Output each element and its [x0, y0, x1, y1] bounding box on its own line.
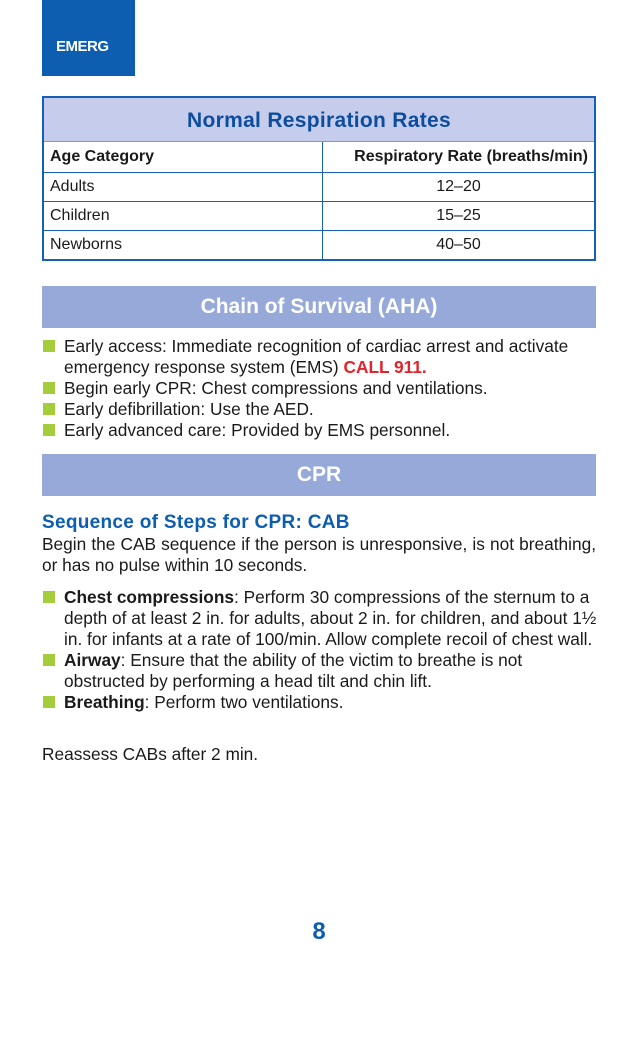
rate-cell: 15–25	[436, 207, 481, 224]
respiration-rates-table	[42, 96, 596, 261]
list-item	[42, 587, 602, 650]
list-item	[42, 378, 602, 399]
step-term: Airway	[64, 650, 121, 670]
bullet-square-icon	[43, 424, 55, 436]
list-item-text: Early access: Immediate recognition of cardiac arrest and activate emergency response system (EMS)	[64, 336, 569, 377]
bullet-square-icon	[43, 654, 55, 666]
list-item	[42, 420, 602, 441]
chain-of-survival-list	[42, 336, 602, 441]
step-term: Chest compressions	[64, 587, 234, 607]
step-text: : Perform 30 compressions of the sternum to a depth of at least 2 in. for adults, about 2 in. for children, and about 1½ in. for infants at a rate of 100/min. Allow complete recoil of chest wall.	[64, 587, 597, 649]
step-text: : Perform two ventilations.	[144, 692, 344, 712]
table-row	[44, 201, 594, 230]
step-term: Breathing	[64, 692, 145, 712]
bullet-square-icon	[43, 340, 55, 352]
bullet-square-icon	[43, 382, 55, 394]
step-text: : Ensure that the ability of the victim to breathe is not obstructed by performing a head tilt and chin lift.	[64, 650, 523, 691]
bullet-square-icon	[43, 591, 55, 603]
table-title: Normal Respiration Rates	[44, 98, 594, 141]
list-item-text: Early defibrillation: Use the AED.	[64, 399, 314, 419]
cpr-intro-text: Begin the CAB sequence if the person is unresponsive, is not breathing, or has no pulse within 10 seconds.	[42, 534, 596, 575]
call-911-emphasis: CALL 911.	[343, 357, 427, 377]
list-item-text: Begin early CPR: Chest compressions and ventilations.	[64, 378, 488, 398]
cpr-sequence-subheading: Sequence of Steps for CPR: CAB	[42, 512, 350, 533]
table-header-row	[44, 141, 594, 172]
list-item	[42, 399, 602, 420]
list-item	[42, 336, 602, 378]
section-tab-label: EMERG	[56, 38, 109, 55]
column-header-rate: Respiratory Rate (breaths/min)	[354, 148, 588, 165]
reassess-note: Reassess CABs after 2 min.	[42, 744, 259, 764]
column-header-age: Age Category	[44, 142, 323, 172]
bullet-square-icon	[43, 403, 55, 415]
list-item	[42, 650, 602, 692]
bullet-square-icon	[43, 696, 55, 708]
list-item	[42, 692, 602, 713]
age-cell: Children	[44, 202, 323, 230]
cpr-steps-list	[42, 587, 602, 713]
table-row	[44, 230, 594, 259]
age-cell: Adults	[44, 173, 323, 201]
table-row	[44, 172, 594, 201]
cpr-heading: CPR	[42, 454, 596, 496]
rate-cell: 40–50	[436, 236, 481, 253]
chain-of-survival-heading: Chain of Survival (AHA)	[42, 286, 596, 328]
section-tab	[42, 0, 135, 76]
page-number: 8	[312, 918, 326, 945]
rate-cell: 12–20	[436, 178, 481, 195]
list-item-text: Early advanced care: Provided by EMS personnel.	[64, 420, 451, 440]
age-cell: Newborns	[44, 231, 323, 259]
